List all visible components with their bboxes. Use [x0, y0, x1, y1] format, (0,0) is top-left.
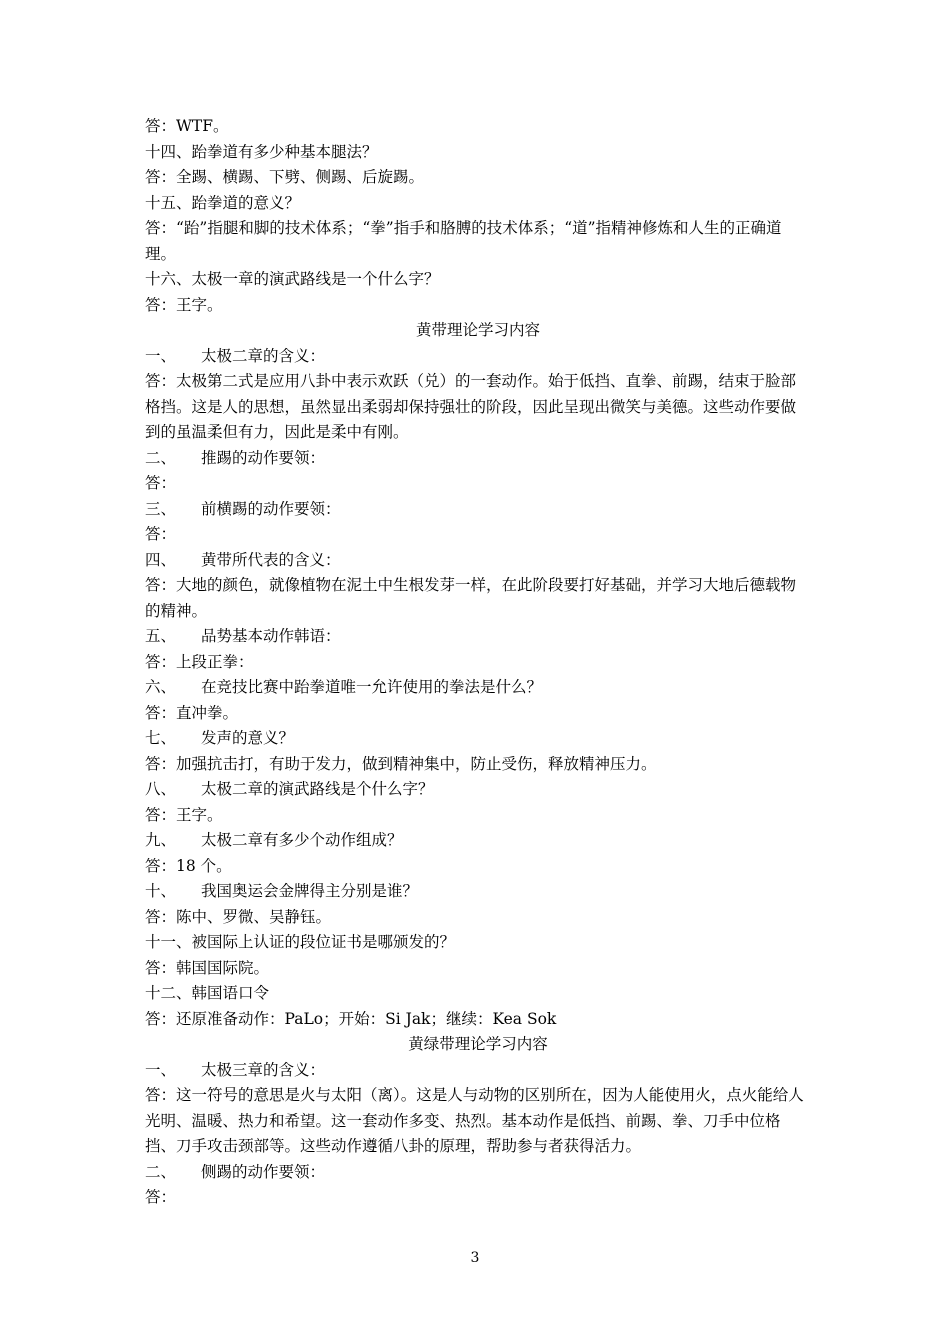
item-text: 太极二章的含义：	[201, 346, 326, 365]
text-line: 答：这一符号的意思是火与太阳（离）。这是人与动物的区别所在，因为人能使用火，点火能给人光明、温暖、热力和希望。这一套动作多变、热烈。基本动作是低挡、前踢、拳、刀手中位格挡、刀手攻击颈部等。这些动作遵循八卦的原理，帮助参与者获得活力。	[145, 1086, 804, 1155]
text-line: 答：大地的颜色，就像植物在泥土中生根发芽一样，在此阶段要打好基础，并学习大地后德载物的精神。	[145, 576, 797, 620]
item-text: 在竞技比赛中跆拳道唯一允许使用的拳法是什么？	[201, 678, 543, 696]
text-line: 答：王字。	[145, 805, 223, 824]
item-number: 五、	[145, 627, 177, 645]
question-item	[145, 624, 811, 650]
text-line: 答：陈中、罗微、吴静钰。	[145, 907, 332, 926]
text-line: 答：韩国国际院。	[145, 958, 270, 977]
text-line: 答：“跆”指腿和脚的技术体系；“拳”指手和胳膊的技术体系；“道”指精神修炼和人生的正确道理。	[145, 219, 782, 263]
text-line: 答：加强抗击打，有助于发力，做到精神集中，防止受伤，释放精神压力。	[145, 754, 657, 773]
question-item	[145, 548, 811, 574]
text-line: 答：	[145, 525, 177, 543]
text-line: 答：全踢、横踢、下劈、侧踢、后旋踢。	[145, 168, 425, 186]
document-body	[145, 114, 811, 1211]
text-line: 十二、韩国语口令	[145, 984, 270, 1002]
item-text: 太极二章有多少个动作组成？	[201, 831, 403, 849]
item-text: 我国奥运会金牌得主分别是谁？	[201, 882, 419, 900]
text-line: 答：太极第二式是应用八卦中表示欢跃（兑）的一套动作。始于低挡、直拳、前踢，结束于脸部格挡。这是人的思想，虽然显出柔弱却保持强壮的阶段，因此呈现出微笑与美德。这些动作要做到的虽温柔但有力，因此是柔中有刚。	[145, 372, 797, 441]
item-number: 一、	[145, 1060, 177, 1079]
text-line: 答：王字。	[145, 295, 223, 314]
item-number: 八、	[145, 780, 177, 798]
item-text: 太极三章的含义：	[201, 1060, 326, 1079]
text-line: 十一、被国际上认证的段位证书是哪颁发的？	[145, 933, 456, 951]
question-item	[145, 675, 811, 701]
text-line: 十四、跆拳道有多少种基本腿法？	[145, 142, 378, 161]
item-text: 太极二章的演武路线是个什么字？	[201, 780, 434, 798]
item-number: 三、	[145, 499, 177, 518]
item-number: 七、	[145, 729, 177, 747]
text-line: 答：WTF。	[145, 117, 229, 135]
text-line: 十六、太极一章的演武路线是一个什么字？	[145, 270, 440, 288]
text-line: 答：还原准备动作：PaLo；开始：Si Jak；继续：Kea Sok	[145, 1009, 557, 1028]
text-line: 答：18 个。	[145, 856, 232, 875]
item-number: 二、	[145, 448, 177, 467]
question-item	[145, 1058, 811, 1084]
item-text: 黄带所代表的含义：	[201, 550, 341, 569]
question-item	[145, 446, 811, 472]
item-number: 九、	[145, 831, 177, 849]
question-item	[145, 828, 811, 854]
item-number: 十、	[145, 882, 177, 900]
section-heading: 黄带理论学习内容	[415, 321, 540, 339]
item-text: 侧踢的动作要领：	[201, 1162, 326, 1181]
item-text: 推踢的动作要领：	[201, 448, 326, 467]
question-item	[145, 777, 811, 803]
item-text: 品势基本动作韩语：	[201, 627, 341, 645]
question-item	[145, 344, 811, 370]
text-line: 答：直冲拳。	[145, 703, 239, 722]
item-number: 一、	[145, 346, 177, 365]
item-text: 发声的意义？	[201, 729, 295, 747]
item-number: 六、	[145, 678, 177, 696]
question-item	[145, 497, 811, 523]
item-number: 二、	[145, 1162, 177, 1181]
text-line: 十五、跆拳道的意义？	[145, 193, 301, 212]
question-item	[145, 726, 811, 752]
text-line: 答：	[145, 474, 177, 492]
item-number: 四、	[145, 550, 177, 569]
text-line: 答：上段正拳：	[145, 652, 254, 671]
page-number: 3	[470, 1250, 480, 1266]
text-line: 答：	[145, 1188, 177, 1206]
question-item	[145, 1160, 811, 1186]
item-text: 前横踢的动作要领：	[201, 499, 341, 518]
section-heading: 黄绿带理论学习内容	[408, 1035, 548, 1053]
question-item	[145, 879, 811, 905]
